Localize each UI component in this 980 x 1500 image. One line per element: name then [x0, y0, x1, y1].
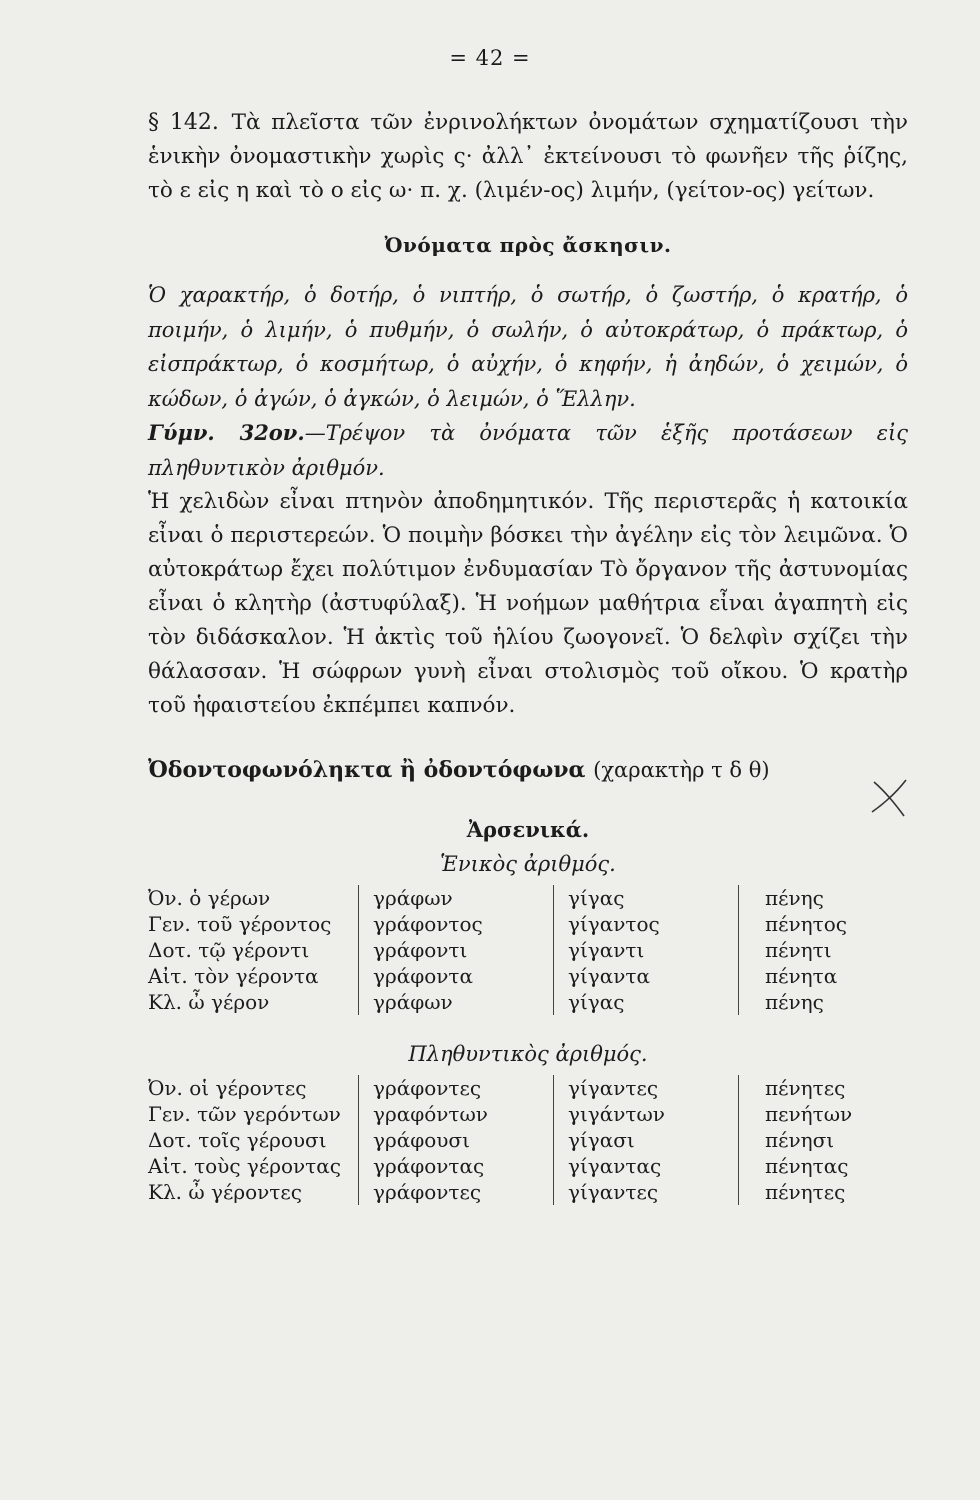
exercise-task-label: Γύμν. 32ον.	[148, 420, 305, 445]
table-cell: πένητι	[738, 937, 832, 963]
table-cell: γράφοντες	[358, 1075, 553, 1101]
plural-declension-table	[148, 1075, 908, 1205]
dental-stems-heading	[148, 753, 908, 787]
table-cell: γίγας	[553, 989, 738, 1015]
page-number: = 42 =	[449, 46, 531, 70]
table-cell: γραφόντων	[358, 1101, 553, 1127]
table-row	[148, 937, 908, 963]
table-cell: πένης	[738, 989, 824, 1015]
section-text: Τὰ πλεῖστα τῶν ἐνρινολήκτων ὀνομάτων σχηματίζουσι τὴν ἑνικὴν ὀνομαστικὴν χωρὶς ς· ἀλλ᾽ ἐκτείνουσι τὸ φωνῆεν τῆς ῥίζης, τὸ ε εἰς η καὶ τὸ ο εἰς ω· π. χ. (λιμέν-ος) λιμήν, (γείτον-ος) γείτων.	[148, 110, 908, 203]
table-cell: Αἰτ. τὸν γέροντα	[148, 964, 319, 988]
exercise-sentences: Ἡ χελιδὼν εἶναι πτηνὸν ἀποδημητικόν. Τῆς περιστερᾶς ἡ κατοικία εἶναι ὁ περιστερεών. Ὁ ποιμὴν βόσκει τὴν ἀγέλην εἰς τὸν λειμῶνα. Ὁ αὐτοκράτωρ ἔχει πολύτιμον ἐνδυμασίαν Τὸ ὄργανον τῆς ἀστυνομίας εἶναι ὁ κλητὴρ (ἀστυφύλαξ). Ἡ νοήμων μαθήτρια εἶναι ἀγαπητὴ εἰς τὸν διδάσκαλον. Ἡ ἀκτὶς τοῦ ἡλίου ζωογονεῖ. Ὁ δελφὶν σχίζει τὴν θάλασσαν. Ἡ σώφρων γυνὴ εἶναι στολισμὸς τοῦ οἴκου. Ὁ κρατὴρ τοῦ ἡφαιστείου ἐκπέμπει καπνόν.	[148, 489, 908, 718]
dental-stems-characters: (χαρακτὴρ τ δ θ)	[593, 758, 770, 782]
table-cell: πένητα	[738, 963, 837, 989]
table-cell: γράφοντας	[358, 1153, 553, 1179]
exercise-word-list: Ὁ χαρακτήρ, ὁ δοτήρ, ὁ νιπτήρ, ὁ σωτήρ, ὁ ζωστήρ, ὁ κρατήρ, ὁ ποιμήν, ὁ λιμήν, ὁ πυθμήν, ὁ σωλήν, ὁ αὐτοκράτωρ, ὁ πράκτωρ, ὁ εἰσπράκτωρ, ὁ κοσμήτωρ, ὁ αὐχήν, ὁ κηφήν, ἡ ἀηδών, ὁ χειμών, ὁ κώδων, ὁ ἀγών, ὁ ἀγκών, ὁ λειμών, ὁ Ἕλλην.	[148, 283, 908, 411]
masculine-heading: Ἀρσενικά.	[466, 817, 590, 842]
table-cell: Δοτ. τοῖς γέρουσι	[148, 1128, 327, 1152]
table-cell: πένητες	[738, 1075, 845, 1101]
table-cell: γίγαντα	[553, 963, 738, 989]
table-row	[148, 989, 908, 1015]
table-cell: Ὀν. οἱ γέροντες	[148, 1076, 307, 1100]
table-cell: γράφουσι	[358, 1127, 553, 1153]
page-body	[148, 106, 908, 1205]
table-row	[148, 911, 908, 937]
plural-heading: Πληθυντικὸς ἀριθμός.	[408, 1042, 648, 1066]
table-row	[148, 1075, 908, 1101]
table-cell: γράφων	[358, 885, 553, 911]
table-cell: γράφοντα	[358, 963, 553, 989]
table-cell: γίγαντες	[553, 1179, 738, 1205]
table-cell: γράφοντες	[358, 1179, 553, 1205]
singular-declension-table	[148, 885, 908, 1015]
table-cell: Ὀν. ὁ γέρων	[148, 886, 271, 910]
table-cell: γράφοντος	[358, 911, 553, 937]
table-cell: Κλ. ὦ γέρον	[148, 990, 270, 1014]
singular-heading: Ἑνικὸς ἀριθμός.	[440, 852, 616, 876]
table-row	[148, 963, 908, 989]
table-cell: γράφων	[358, 989, 553, 1015]
table-cell: γίγαντος	[553, 911, 738, 937]
table-cell: πένησι	[738, 1127, 834, 1153]
table-cell: πένητες	[738, 1179, 845, 1205]
section-number: § 142.	[148, 110, 219, 135]
table-cell: γράφοντι	[358, 937, 553, 963]
table-cell: Γεν. τοῦ γέροντος	[148, 912, 332, 936]
handwritten-x-mark	[868, 776, 912, 820]
table-row	[148, 1101, 908, 1127]
table-cell: γίγαντες	[553, 1075, 738, 1101]
table-cell: γίγας	[553, 885, 738, 911]
exercise-task-text: —Τρέψον τὰ ὀνόματα τῶν ἑξῆς προτάσεων εἰς πληθυντικὸν ἀριθμόν.	[148, 421, 908, 480]
table-cell: γίγαντας	[553, 1153, 738, 1179]
table-row	[148, 1179, 908, 1205]
table-cell: Δοτ. τῷ γέροντι	[148, 938, 310, 962]
table-cell: πένης	[738, 885, 824, 911]
table-cell: γιγάντων	[553, 1101, 738, 1127]
table-cell: Αἰτ. τοὺς γέροντας	[148, 1154, 341, 1178]
section-142-paragraph	[148, 106, 908, 208]
table-row	[148, 1127, 908, 1153]
table-cell: Κλ. ὦ γέροντες	[148, 1180, 302, 1204]
table-cell: πενήτων	[738, 1101, 852, 1127]
table-cell: πένητος	[738, 911, 847, 937]
table-cell: Γεν. τῶν γερόντων	[148, 1102, 341, 1126]
table-cell: πένητας	[738, 1153, 848, 1179]
exercise-task	[148, 416, 908, 485]
exercise-heading: Ὀνόματα πρὸς ἄσκησιν.	[384, 233, 672, 257]
table-cell: γίγασι	[553, 1127, 738, 1153]
dental-stems-title: Ὀδοντοφωνόληκτα ἢ ὀδοντόφωνα	[148, 757, 586, 783]
table-row	[148, 885, 908, 911]
table-row	[148, 1153, 908, 1179]
table-cell: γίγαντι	[553, 937, 738, 963]
